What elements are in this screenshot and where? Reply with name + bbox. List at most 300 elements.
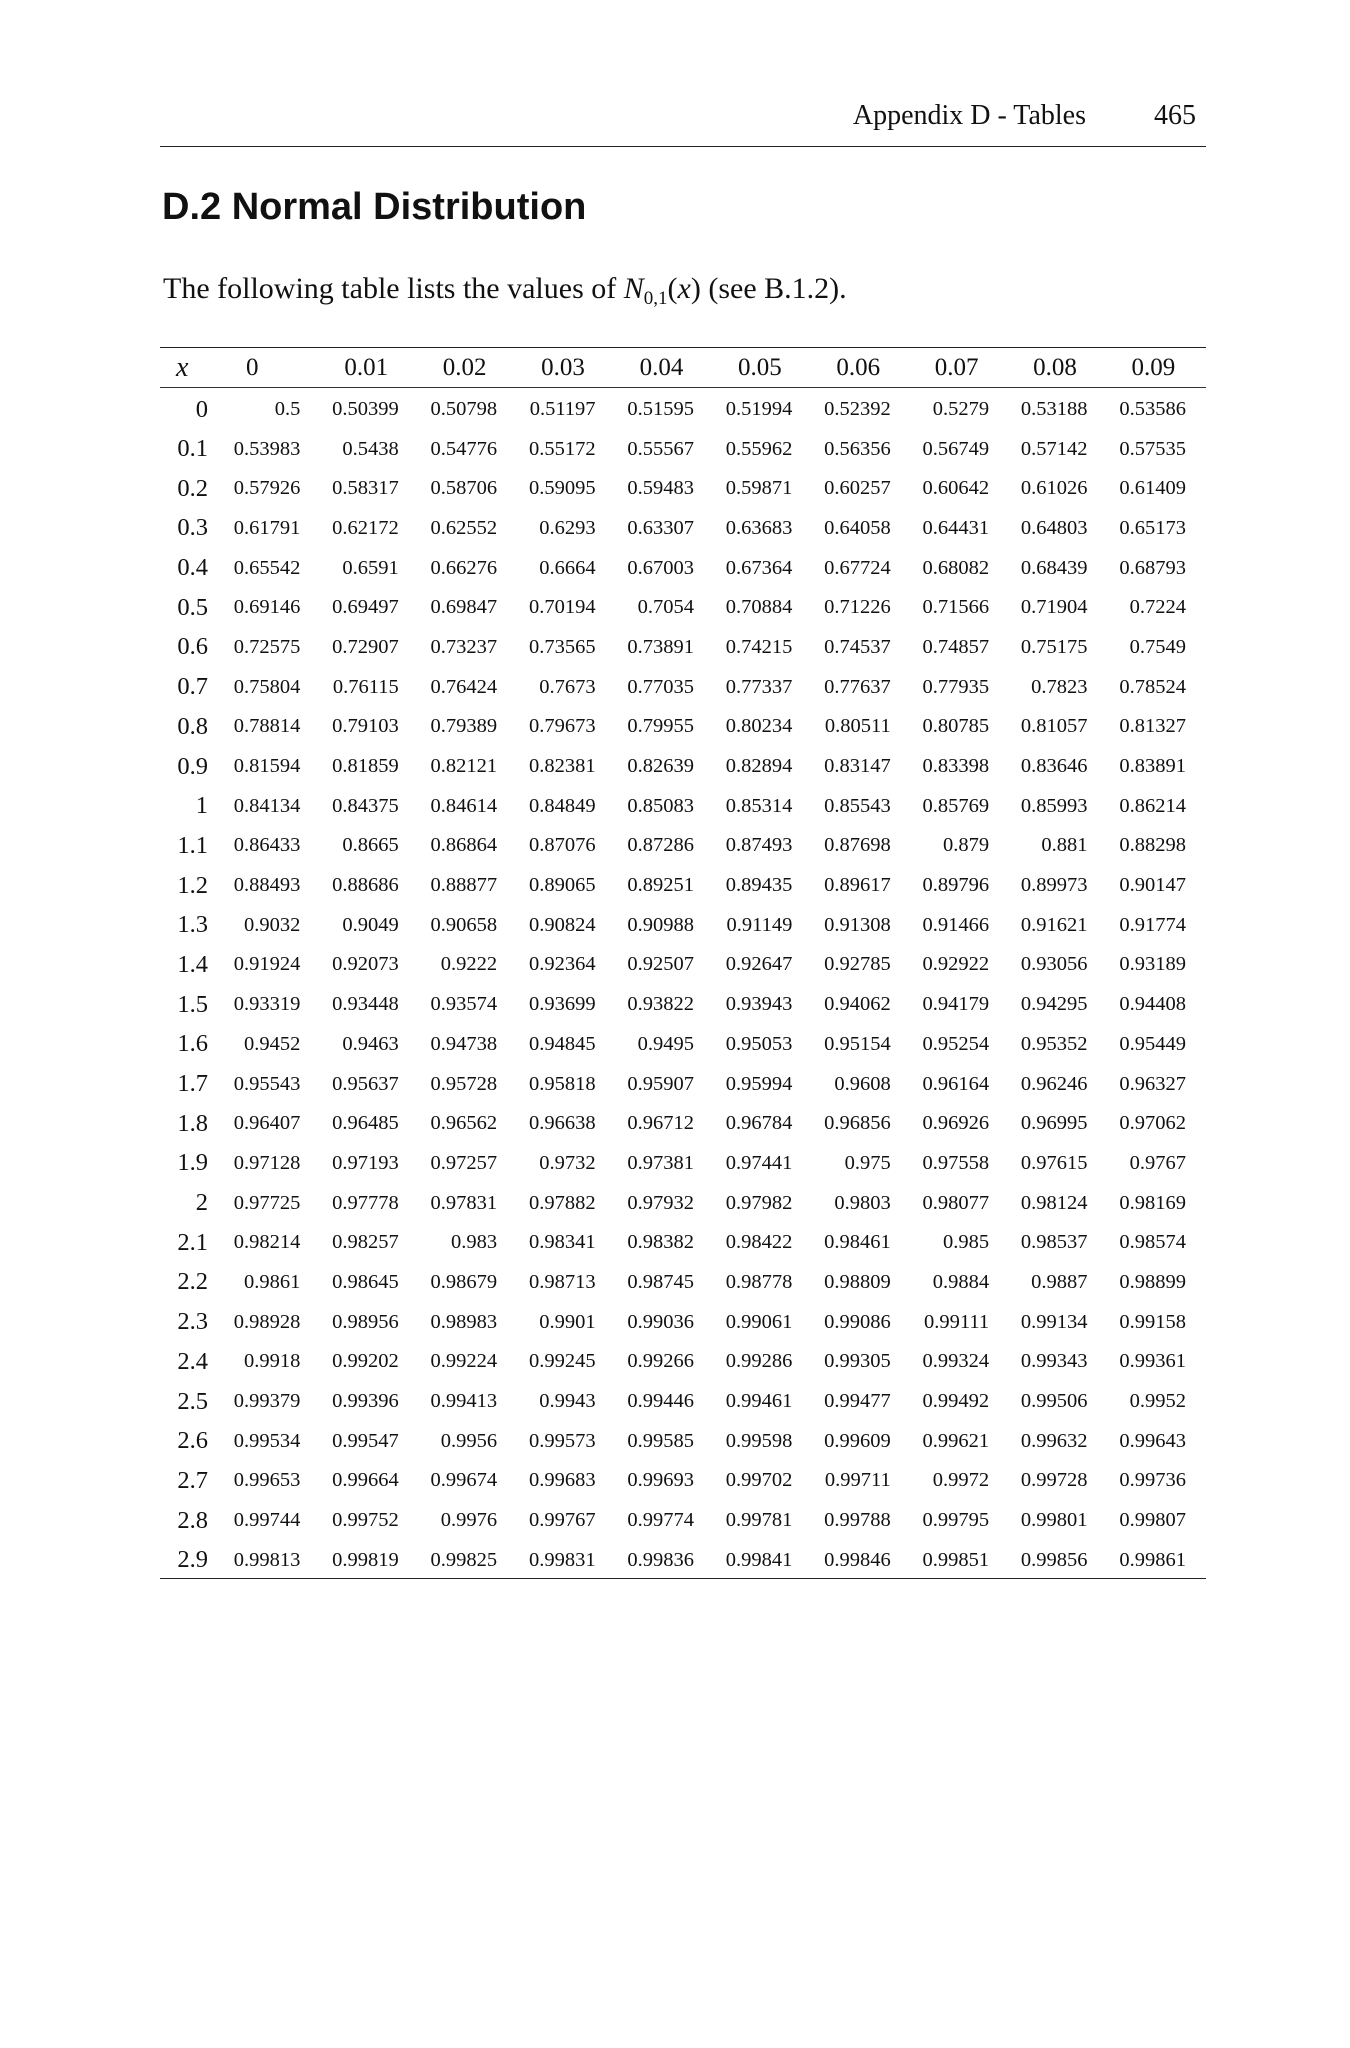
row-x-value: 0.3: [177, 514, 208, 542]
table-cell: 0.57142: [1020, 437, 1088, 460]
table-cell: 0.68439: [1020, 556, 1088, 579]
table-cell: 0.85083: [627, 794, 694, 817]
table-cell: 0.53983: [233, 437, 301, 460]
table-cell: 0.87493: [725, 834, 793, 857]
table-cell: 0.98257: [332, 1231, 399, 1254]
table-cell: 0.99134: [1020, 1310, 1088, 1333]
row-x-value: 2.7: [177, 1466, 208, 1494]
table-cell: 0.79673: [528, 715, 596, 738]
table-cell: 0.98809: [824, 1270, 891, 1293]
table-cell: 0.93943: [725, 993, 793, 1016]
table-cell: 0.94845: [528, 1032, 596, 1055]
table-cell: 0.79103: [332, 715, 399, 738]
column-header: 0.06: [812, 348, 910, 388]
table-cell: 0.9452: [244, 1032, 301, 1055]
table-cell: 0.97982: [725, 1191, 793, 1214]
row-x-value: 2.4: [177, 1347, 208, 1375]
table-cell: 0.99202: [332, 1350, 399, 1373]
table-cell: 0.53586: [1119, 398, 1186, 421]
table-cell: 0.9918: [244, 1350, 301, 1373]
table-row: [160, 864, 1206, 904]
table-cell: 0.87076: [528, 834, 596, 857]
table-cell: 0.96407: [233, 1112, 301, 1135]
table-cell: 0.99788: [824, 1509, 891, 1532]
row-x-value: 0.9: [177, 752, 208, 780]
table-cell: 0.83891: [1119, 755, 1186, 778]
table-cell: 0.51994: [725, 398, 793, 421]
table-cell: 0.95728: [430, 1072, 498, 1095]
table-cell: 0.75175: [1020, 635, 1088, 658]
column-header: 0.07: [911, 348, 1009, 388]
table-cell: 0.97932: [627, 1191, 694, 1214]
table-cell: 0.84849: [528, 794, 596, 817]
row-x-value: 1.8: [177, 1109, 208, 1137]
table-cell: 0.61791: [233, 516, 301, 539]
table-cell: 0.96995: [1020, 1112, 1088, 1135]
table-cell: 0.71904: [1020, 596, 1088, 619]
table-cell: 0.91924: [233, 953, 301, 976]
table-cell: 0.50798: [430, 398, 498, 421]
table-cell: 0.52392: [824, 398, 891, 421]
table-cell: 0.98124: [1020, 1191, 1088, 1214]
row-x-value: 0.5: [177, 593, 208, 621]
table-cell: 0.91774: [1119, 913, 1186, 936]
table-cell: 0.98983: [430, 1310, 498, 1333]
row-x-value: 1.2: [177, 871, 208, 899]
table-cell: 0.99693: [627, 1469, 694, 1492]
table-cell: 0.99653: [233, 1469, 301, 1492]
table-cell: 0.75804: [233, 675, 301, 698]
table-cell: 0.92647: [725, 953, 793, 976]
row-x-value: 0.8: [177, 712, 208, 740]
table-cell: 0.93189: [1119, 953, 1186, 976]
table-cell: 0.99086: [824, 1310, 891, 1333]
table-cell: 0.67003: [627, 556, 694, 579]
table-cell: 0.9463: [342, 1032, 399, 1055]
table-cell: 0.92507: [627, 953, 694, 976]
table-cell: 0.88686: [332, 874, 399, 897]
table-row: [160, 1419, 1206, 1459]
table-cell: 0.983: [451, 1231, 498, 1254]
table-cell: 0.6664: [539, 556, 596, 579]
table-cell: 0.93699: [528, 993, 596, 1016]
table-cell: 0.99861: [1119, 1548, 1186, 1571]
table-cell: 0.56749: [922, 437, 990, 460]
table-cell: 0.83147: [824, 755, 891, 778]
column-header: 0: [222, 348, 320, 388]
table-cell: 0.97062: [1119, 1112, 1186, 1135]
table-cell: 0.62172: [332, 516, 399, 539]
table-cell: 0.62552: [430, 516, 498, 539]
table-cell: 0.99767: [528, 1509, 596, 1532]
table-cell: 0.83646: [1020, 755, 1088, 778]
table-cell: 0.67364: [725, 556, 793, 579]
table-cell: 0.9732: [539, 1151, 596, 1174]
table-cell: 0.98928: [233, 1310, 301, 1333]
table-cell: 0.99061: [725, 1310, 793, 1333]
table-cell: 0.99446: [627, 1390, 694, 1413]
table-cell: 0.5279: [932, 398, 990, 421]
table-cell: 0.91621: [1020, 913, 1088, 936]
table-cell: 0.89796: [922, 874, 990, 897]
table-cell: 0.95907: [627, 1072, 694, 1095]
table-row: [160, 784, 1206, 824]
table-cell: 0.91308: [824, 913, 891, 936]
table-cell: 0.98382: [627, 1231, 694, 1254]
table-cell: 0.51197: [529, 398, 596, 421]
table-cell: 0.64803: [1020, 516, 1088, 539]
table-cell: 0.99841: [725, 1548, 793, 1571]
table-cell: 0.63307: [627, 516, 694, 539]
table-cell: 0.55962: [725, 437, 793, 460]
table-cell: 0.99534: [233, 1429, 301, 1452]
table-cell: 0.99598: [725, 1429, 793, 1452]
table-cell: 0.98574: [1119, 1231, 1186, 1254]
table-cell: 0.96712: [627, 1112, 694, 1135]
table-cell: 0.96926: [922, 1112, 990, 1135]
table-cell: 0.9032: [244, 913, 301, 936]
function-name: N: [623, 272, 644, 305]
table-cell: 0.65173: [1119, 516, 1186, 539]
table-cell: 0.98745: [627, 1270, 694, 1293]
table-cell: 0.65542: [233, 556, 301, 579]
header-row: [160, 348, 1206, 388]
table-cell: 0.99831: [528, 1548, 596, 1571]
column-header: 0.09: [1108, 348, 1206, 388]
table-cell: 0.99266: [627, 1350, 694, 1373]
table-row: [160, 943, 1206, 983]
row-x-value: 2.1: [177, 1228, 208, 1256]
table-cell: 0.92922: [922, 953, 990, 976]
normal-distribution-table: [160, 347, 1206, 1579]
table-cell: 0.68082: [922, 556, 990, 579]
table-cell: 0.97128: [233, 1151, 301, 1174]
running-header: [160, 96, 1206, 147]
table-cell: 0.82639: [627, 755, 694, 778]
table-cell: 0.99343: [1020, 1350, 1088, 1373]
table-cell: 0.84134: [233, 794, 301, 817]
row-x-value: 1.9: [177, 1149, 208, 1177]
table-cell: 0.95154: [824, 1032, 891, 1055]
table-row: [160, 1023, 1206, 1063]
table-cell: 0.59871: [725, 477, 793, 500]
table-row: [160, 1261, 1206, 1301]
row-x-value: 0: [195, 395, 208, 423]
table-cell: 0.98169: [1119, 1191, 1186, 1214]
table-cell: 0.879: [943, 834, 990, 857]
table-cell: 0.88877: [430, 874, 498, 897]
table-cell: 0.99506: [1020, 1390, 1088, 1413]
table-cell: 0.99477: [824, 1390, 891, 1413]
table-cell: 0.85314: [725, 794, 793, 817]
table-cell: 0.99674: [430, 1469, 498, 1492]
table-cell: 0.96638: [528, 1112, 596, 1135]
table-cell: 0.82894: [725, 755, 793, 778]
table-cell: 0.55567: [627, 437, 694, 460]
table-cell: 0.81057: [1020, 715, 1088, 738]
table-cell: 0.9887: [1031, 1270, 1088, 1293]
table-cell: 0.99819: [332, 1548, 399, 1571]
row-x-value: 1.6: [177, 1030, 208, 1058]
table-cell: 0.83398: [922, 755, 990, 778]
table-cell: 0.99573: [528, 1429, 596, 1452]
table-cell: 0.99752: [332, 1509, 399, 1532]
table-cell: 0.71226: [824, 596, 891, 619]
table-cell: 0.94408: [1119, 993, 1186, 1016]
table-cell: 0.64431: [922, 516, 990, 539]
table-cell: 0.82121: [430, 755, 498, 778]
column-header: 0.08: [1009, 348, 1107, 388]
table-cell: 0.92364: [528, 953, 596, 976]
table-cell: 0.89617: [824, 874, 891, 897]
table-cell: 0.9767: [1129, 1151, 1186, 1174]
table-cell: 0.99813: [233, 1548, 301, 1571]
table-cell: 0.97441: [725, 1151, 793, 1174]
table-cell: 0.92073: [332, 953, 399, 976]
row-x-value: 1.4: [177, 950, 208, 978]
table-cell: 0.77935: [922, 675, 990, 698]
table-row: [160, 1499, 1206, 1539]
table-cell: 0.69847: [430, 596, 498, 619]
table-cell: 0.88493: [233, 874, 301, 897]
paren-close: ): [690, 272, 701, 305]
table-cell: 0.94179: [922, 993, 990, 1016]
table-cell: 0.90658: [430, 913, 498, 936]
table-cell: 0.88298: [1119, 834, 1186, 857]
table-header: [160, 348, 1206, 388]
row-x-value: 0.7: [177, 673, 208, 701]
table-cell: 0.56356: [824, 437, 891, 460]
column-header: 0.03: [517, 348, 615, 388]
table-cell: 0.99664: [332, 1469, 399, 1492]
intro-text-before: The following table lists the values of: [163, 272, 624, 305]
table-cell: 0.97257: [430, 1151, 498, 1174]
table-cell: 0.74537: [824, 635, 891, 658]
table-cell: 0.97381: [627, 1151, 694, 1174]
table-cell: 0.7823: [1031, 675, 1088, 698]
table-cell: 0.98214: [233, 1231, 301, 1254]
table-row: [160, 1102, 1206, 1142]
table-cell: 0.99036: [627, 1310, 694, 1333]
row-x-value: 1.1: [177, 831, 208, 859]
table-cell: 0.98341: [528, 1231, 596, 1254]
table-cell: 0.96246: [1020, 1072, 1088, 1095]
table-cell: 0.97615: [1020, 1151, 1088, 1174]
table-cell: 0.9222: [440, 953, 498, 976]
table-cell: 0.95352: [1020, 1032, 1088, 1055]
table-cell: 0.63683: [725, 516, 793, 539]
table-cell: 0.70194: [528, 596, 596, 619]
table-cell: 0.94295: [1020, 993, 1088, 1016]
table-cell: 0.881: [1041, 834, 1088, 857]
row-x-value: 0.4: [177, 554, 208, 582]
table-cell: 0.9943: [539, 1390, 596, 1413]
row-x-value: 0.2: [177, 474, 208, 502]
table-cell: 0.80785: [922, 715, 990, 738]
table-row: [160, 1300, 1206, 1340]
table-cell: 0.99801: [1020, 1509, 1088, 1532]
intro-paragraph: [163, 272, 847, 310]
table-cell: 0.99807: [1119, 1509, 1186, 1532]
table-cell: 0.93319: [233, 993, 301, 1016]
row-x-value: 1.3: [177, 911, 208, 939]
table-cell: 0.95818: [528, 1072, 596, 1095]
table-cell: 0.99245: [528, 1350, 596, 1373]
table-cell: 0.7054: [637, 596, 694, 619]
table-cell: 0.90988: [627, 913, 694, 936]
table-cell: 0.79955: [627, 715, 694, 738]
table-cell: 0.7673: [539, 675, 596, 698]
running-title: Appendix D - Tables: [852, 100, 1086, 131]
table-cell: 0.98077: [922, 1191, 990, 1214]
table-cell: 0.96784: [725, 1112, 793, 1135]
table-cell: 0.78814: [233, 715, 301, 738]
table-cell: 0.60257: [824, 477, 891, 500]
table-row: [160, 1340, 1206, 1380]
table-cell: 0.53188: [1020, 398, 1088, 421]
table-cell: 0.9976: [440, 1509, 498, 1532]
table-row: [160, 546, 1206, 586]
table-row: [160, 427, 1206, 467]
table-cell: 0.97778: [332, 1191, 399, 1214]
table-cell: 0.81594: [233, 755, 301, 778]
table-cell: 0.85543: [824, 794, 891, 817]
row-x-value: 2.6: [177, 1427, 208, 1455]
row-x-value: 2.8: [177, 1506, 208, 1534]
table-row: [160, 745, 1206, 785]
table-cell: 0.89065: [528, 874, 596, 897]
table-cell: 0.99286: [725, 1350, 793, 1373]
table-cell: 0.78524: [1119, 675, 1186, 698]
table-cell: 0.85769: [922, 794, 990, 817]
table-cell: 0.99851: [922, 1548, 990, 1571]
table-cell: 0.99683: [528, 1469, 596, 1492]
table-cell: 0.61409: [1119, 477, 1186, 500]
page-number: 465: [1154, 100, 1196, 131]
table-cell: 0.99609: [824, 1429, 891, 1452]
table-cell: 0.94738: [430, 1032, 498, 1055]
table-cell: 0.99396: [332, 1390, 399, 1413]
table-cell: 0.69146: [233, 596, 301, 619]
table-cell: 0.98461: [824, 1231, 891, 1254]
table-row: [160, 626, 1206, 666]
table-cell: 0.59095: [528, 477, 596, 500]
table-body: [160, 388, 1206, 1579]
table-cell: 0.61026: [1020, 477, 1088, 500]
x-column-header: x: [160, 348, 222, 388]
table-cell: 0.89251: [627, 874, 694, 897]
table-cell: 0.98956: [332, 1310, 399, 1333]
table-cell: 0.72575: [233, 635, 301, 658]
table-cell: 0.99736: [1119, 1469, 1186, 1492]
table-cell: 0.96562: [430, 1112, 498, 1135]
table-cell: 0.99224: [430, 1350, 498, 1373]
table-cell: 0.79389: [430, 715, 498, 738]
table-cell: 0.97831: [430, 1191, 498, 1214]
table-cell: 0.98713: [528, 1270, 596, 1293]
table-cell: 0.99781: [725, 1509, 793, 1532]
table-cell: 0.89435: [725, 874, 793, 897]
table-cell: 0.99728: [1020, 1469, 1088, 1492]
table-cell: 0.5: [274, 398, 301, 421]
table-cell: 0.98537: [1020, 1231, 1088, 1254]
table-cell: 0.99795: [922, 1509, 990, 1532]
table-cell: 0.99856: [1020, 1548, 1088, 1571]
table-cell: 0.9495: [637, 1032, 694, 1055]
table-cell: 0.9608: [834, 1072, 891, 1095]
table-cell: 0.87286: [627, 834, 694, 857]
table-row: [160, 1181, 1206, 1221]
table-cell: 0.77337: [725, 675, 793, 698]
table-cell: 0.97193: [332, 1151, 399, 1174]
row-x-value: 2.3: [177, 1308, 208, 1336]
table-cell: 0.99305: [824, 1350, 891, 1373]
table-cell: 0.96485: [332, 1112, 399, 1135]
table-cell: 0.60642: [922, 477, 990, 500]
table-row: [160, 1380, 1206, 1420]
table-cell: 0.97558: [922, 1151, 990, 1174]
table-cell: 0.99585: [627, 1429, 694, 1452]
table-row: [160, 1538, 1206, 1578]
table-cell: 0.93056: [1020, 953, 1088, 976]
table-cell: 0.67724: [824, 556, 891, 579]
row-x-value: 1: [195, 792, 208, 820]
row-x-value: 2.5: [177, 1387, 208, 1415]
table-cell: 0.80511: [824, 715, 891, 738]
table-cell: 0.93448: [332, 993, 399, 1016]
table-cell: 0.5438: [342, 437, 399, 460]
table-cell: 0.99413: [430, 1390, 498, 1413]
row-x-value: 2: [195, 1189, 208, 1217]
table-cell: 0.82381: [528, 755, 596, 778]
table-cell: 0.77637: [824, 675, 891, 698]
table-row: [160, 824, 1206, 864]
table-cell: 0.66276: [430, 556, 498, 579]
table-cell: 0.73891: [627, 635, 694, 658]
row-x-value: 0.1: [177, 435, 208, 463]
table-cell: 0.77035: [627, 675, 694, 698]
function-subscript: 0,1: [643, 288, 668, 309]
table-cell: 0.87698: [824, 834, 891, 857]
table-cell: 0.93574: [430, 993, 498, 1016]
table-row: [160, 903, 1206, 943]
intro-text-after: (see B.1.2).: [700, 272, 847, 305]
table-cell: 0.6293: [539, 516, 596, 539]
table-cell: 0.73565: [528, 635, 596, 658]
table-cell: 0.86433: [233, 834, 301, 857]
row-x-value: 1.7: [177, 1070, 208, 1098]
table-cell: 0.91466: [922, 913, 990, 936]
table-cell: 0.95254: [922, 1032, 990, 1055]
table-cell: 0.51595: [627, 398, 694, 421]
table-cell: 0.8665: [342, 834, 399, 857]
table-cell: 0.76115: [332, 675, 399, 698]
table-cell: 0.58706: [430, 477, 498, 500]
table-cell: 0.99774: [627, 1509, 694, 1532]
row-x-value: 2.2: [177, 1268, 208, 1296]
table-cell: 0.72907: [332, 635, 399, 658]
table-cell: 0.99836: [627, 1548, 694, 1571]
row-x-value: 2.9: [177, 1546, 208, 1574]
table-cell: 0.91149: [726, 913, 793, 936]
table-cell: 0.95637: [332, 1072, 399, 1095]
table-cell: 0.9972: [932, 1469, 990, 1492]
table-cell: 0.97882: [528, 1191, 596, 1214]
table-cell: 0.71566: [922, 596, 990, 619]
table-cell: 0.99547: [332, 1429, 399, 1452]
table-cell: 0.55172: [528, 437, 596, 460]
table-row: [160, 705, 1206, 745]
